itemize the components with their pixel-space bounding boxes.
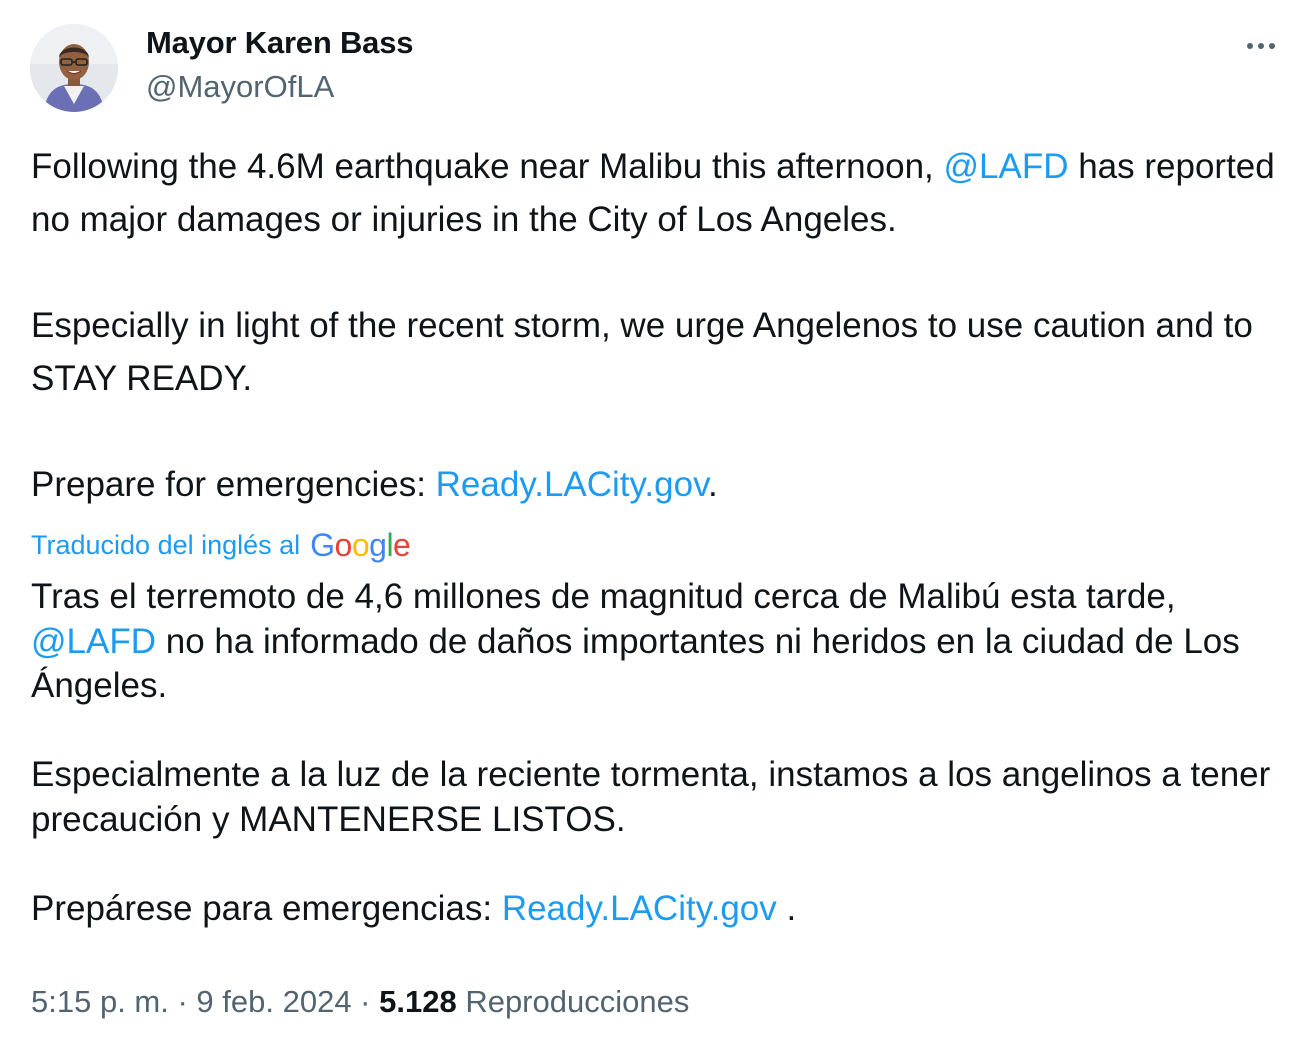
more-horizontal-icon [1258,43,1264,49]
more-horizontal-icon [1247,43,1253,49]
tweet-time[interactable]: 5:15 p. m. [31,984,169,1019]
tweet-paragraph: Especially in light of the recent storm, we urge Angelenos to use caution and to STAY READY. [31,306,1253,398]
url-link[interactable]: Ready.LACity.gov [501,888,777,928]
tweet-text: Following the 4.6M earthquake near Malibu this afternoon, [31,147,944,186]
more-options-button[interactable] [1238,28,1284,64]
views-count: 5.128 [379,984,457,1019]
translation-attribution[interactable] [31,525,1291,565]
meta-separator: · [168,984,197,1019]
mention-link[interactable]: @LAFD [31,621,156,661]
more-horizontal-icon [1269,43,1275,49]
translated-text-span: . [776,888,797,928]
author-display-name[interactable]: Mayor Karen Bass [146,25,414,60]
translated-paragraph: Especialmente a la luz de la reciente tormenta, instamos a los angelinos a tener precaución y MANTENERSE LISTOS. [31,755,1271,839]
google-logo: Google [310,526,411,563]
avatar[interactable] [30,24,118,112]
tweet-body [31,140,1291,931]
author-block [146,24,413,106]
tweet-paragraph [31,140,1291,246]
meta-separator: · [351,984,380,1019]
translated-text-span: Tras el terremoto de 4,6 millones de magnitud cerca de Malibú esta tarde, [31,577,1176,616]
translated-paragraph [31,887,1291,932]
tweet-meta [31,980,689,1024]
translated-paragraph [31,575,1291,709]
tweet-text: Prepare for emergencies: [31,465,436,504]
url-link[interactable]: Ready.LACity.gov [435,465,708,504]
tweet-date[interactable]: 9 feb. 2024 [196,984,352,1019]
tweet-header [30,24,1284,114]
tweet-text: . [707,465,718,504]
tweet-paragraph [31,458,1291,511]
author-handle[interactable]: @MayorOfLA [146,69,335,104]
translated-text [31,575,1291,931]
tweet-text: has reported no major damages or injuries in the City of Los Angeles. [31,147,1275,239]
mention-link[interactable]: @LAFD [943,147,1069,186]
translation-label: Traducido del inglés al [31,529,301,560]
avatar-portrait-icon [30,24,118,112]
translated-text-span: no ha informado de daños importantes ni heridos en la ciudad de Los Ángeles. [31,621,1240,705]
translated-text-span: Prepárese para emergencias: [31,888,502,928]
views-label: Reproducciones [456,984,690,1019]
